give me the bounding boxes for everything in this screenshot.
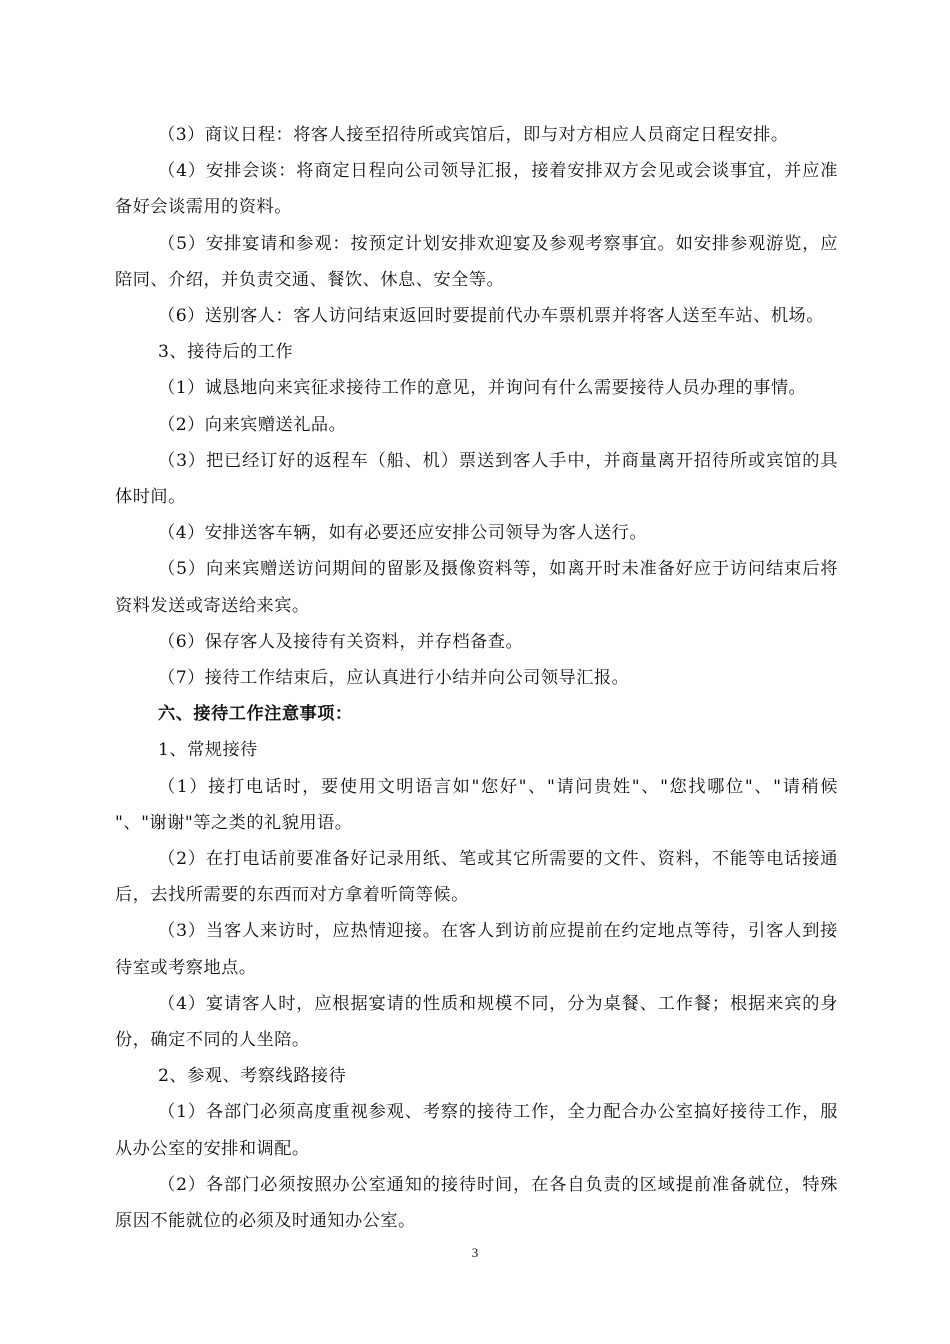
section-heading: 六、接待工作注意事项： [158, 704, 353, 725]
page-number: 3 [471, 1245, 479, 1260]
paragraph: （4）安排会谈：将商定日程向公司领导汇报，接着安排双方会见或会谈事宜，并应准备好会谈需用的资料。 [115, 161, 838, 218]
paragraph: （1）接打电话时，要使用文明语言如"您好"、"请问贵姓"、"您找哪位"、"请稍候 "、"谢谢"等之类的礼貌用语。 [115, 776, 838, 833]
paragraph: （2）在打电话前要准备好记录用纸、笔或其它所需要的文件、资料，不能等电话接通后，去找所需要的东西而对方拿着听筒等候。 [115, 849, 838, 906]
paragraph: （3）当客人来访时，应热情迎接。在客人到访前应提前在约定地点等待，引客人到接待室或考察地点。 [115, 921, 838, 978]
paragraph: （7）接待工作结束后，应认真进行小结并向公司领导汇报。 [158, 668, 630, 689]
paragraph: （4）宴请客人时，应根据宴请的性质和规模不同，分为桌餐、工作餐；根据来宾的身份，确定不同的人坐陪。 [115, 993, 838, 1051]
paragraph: （6）送别客人：客人访问结束返回时要提前代办车票机票并将客人送至车站、机场。 [158, 306, 824, 327]
section-subheading: 1、常规接待 [158, 740, 258, 761]
paragraph: （5）安排宴请和参观：按预定计划安排欢迎宴及参观考察事宜。如安排参观游览，应陪同、介绍，并负责交通、餐饮、休息、安全等。 [115, 233, 838, 290]
paragraph: （5）向来宾赠送访问期间的留影及摄像资料等，如离开时未准备好应于访问结束后将资料发送或寄送给来宾。 [115, 559, 838, 616]
paragraph: （1）各部门必须高度重视参观、考察的接待工作，全力配合办公室搞好接待工作，服从办公室的安排和调配。 [115, 1102, 838, 1159]
section-subheading: 3、接待后的工作 [158, 342, 294, 363]
paragraph: （6）保存客人及接待有关资料，并存档备查。 [158, 631, 524, 652]
paragraph: （3）把已经订好的返程车（船、机）票送到客人手中，并商量离开招待所或宾馆的具体时间。 [115, 450, 838, 508]
paragraph: （4）安排送客车辆，如有必要还应安排公司领导为客人送行。 [158, 523, 648, 544]
paragraph: （2）各部门必须按照办公室通知的接待时间，在各自负责的区域提前准备就位，特殊原因不能就位的必须及时通知办公室。 [115, 1174, 838, 1232]
paragraph: （1）诚恳地向来宾征求接待工作的意见，并询问有什么需要接待人员办理的事情。 [158, 378, 807, 399]
paragraph: （3）商议日程：将客人接至招待所或宾馆后，即与对方相应人员商定日程安排。 [158, 125, 789, 145]
paragraph: （2）向来宾赠送礼品。 [158, 414, 347, 435]
section-subheading: 2、参观、考察线路接待 [158, 1066, 347, 1087]
document-body [115, 117, 838, 1239]
